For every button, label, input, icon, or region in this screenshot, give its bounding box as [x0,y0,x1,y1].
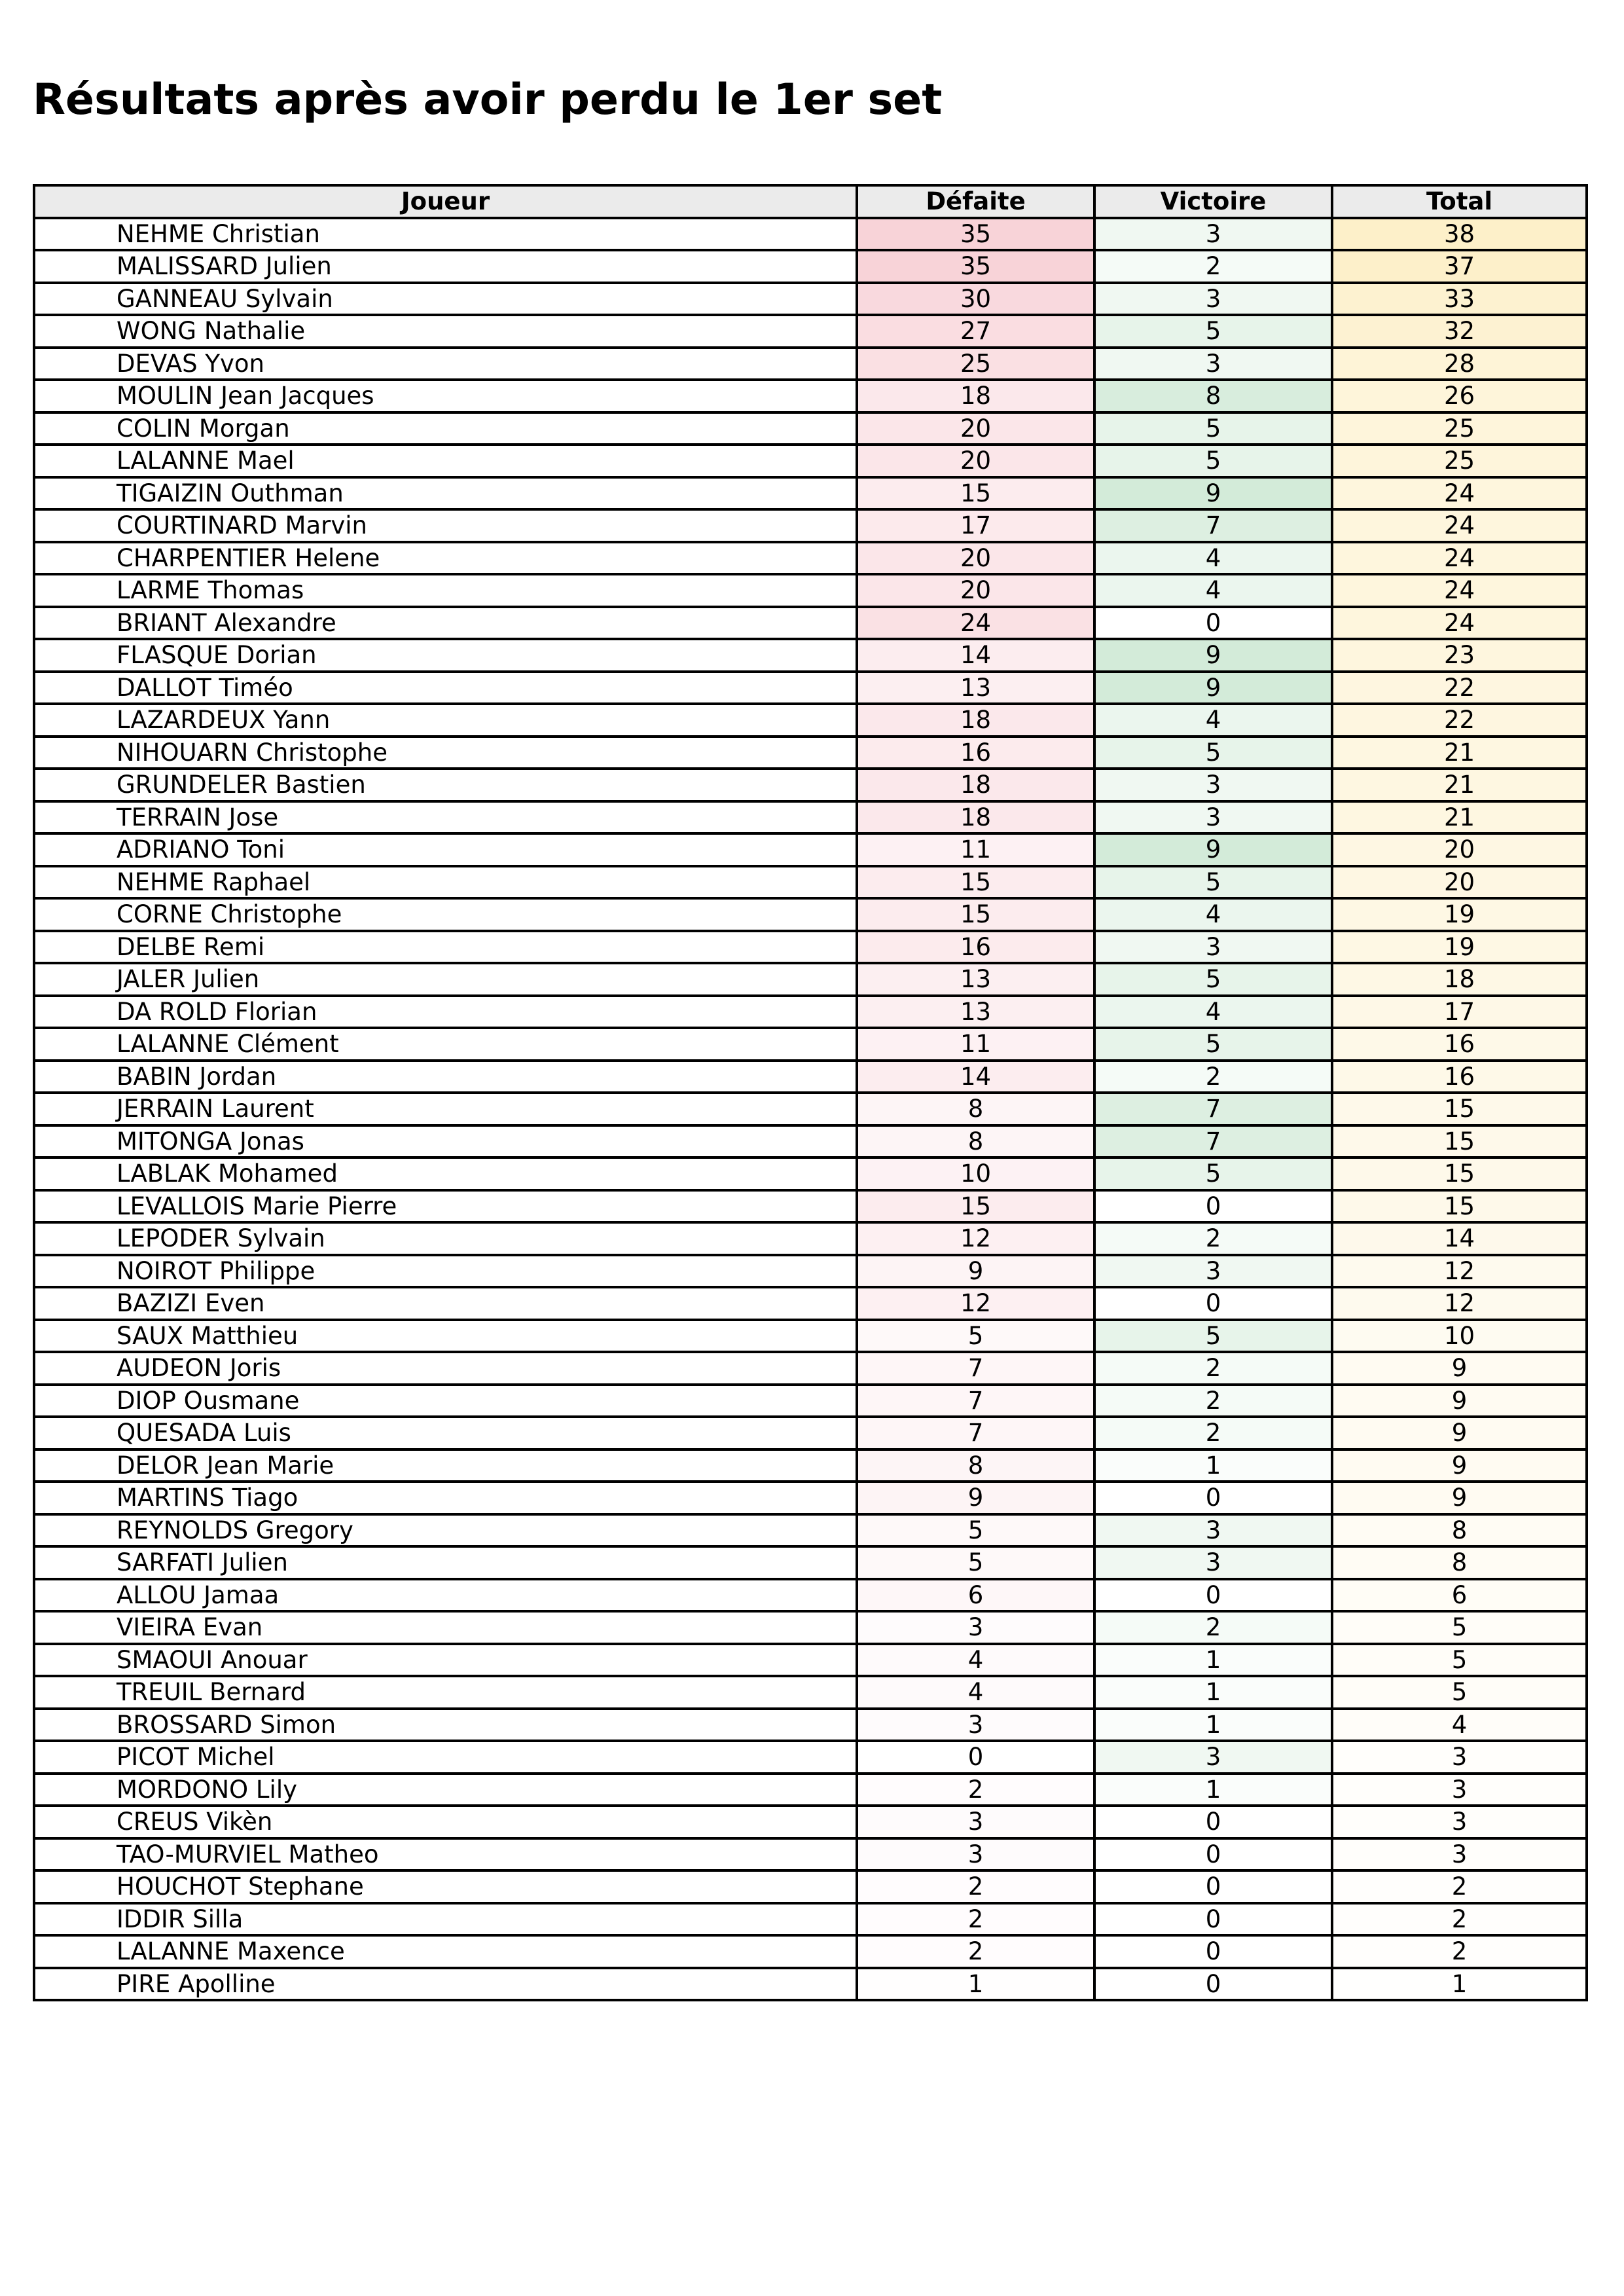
total-cell: 12 [1332,1287,1587,1320]
total-cell: 24 [1332,477,1587,510]
defaite-cell: 16 [857,737,1094,769]
total-cell: 8 [1332,1514,1587,1547]
victoire-cell: 1 [1094,1709,1332,1741]
victoire-cell: 5 [1094,1028,1332,1061]
defaite-cell: 4 [857,1676,1094,1709]
table-row [34,1255,1587,1288]
total-cell: 9 [1332,1352,1587,1385]
defaite-cell: 8 [857,1125,1094,1158]
table-row [34,801,1587,834]
victoire-cell: 3 [1094,218,1332,251]
player-cell: BABIN Jordan [34,1061,857,1093]
player-cell: JERRAIN Laurent [34,1093,857,1125]
total-cell: 1 [1332,1968,1587,2001]
header-joueur: Joueur [34,185,857,218]
total-cell: 15 [1332,1093,1587,1125]
table-row [34,1449,1587,1482]
total-cell: 20 [1332,866,1587,899]
player-cell: SARFATI Julien [34,1546,857,1579]
defaite-cell: 5 [857,1514,1094,1547]
defaite-cell: 9 [857,1255,1094,1288]
victoire-cell: 3 [1094,1741,1332,1774]
defaite-cell: 3 [857,1806,1094,1838]
defaite-cell: 16 [857,931,1094,964]
total-cell: 26 [1332,380,1587,412]
victoire-cell: 0 [1094,1838,1332,1871]
total-cell: 21 [1332,801,1587,834]
player-cell: DELBE Remi [34,931,857,964]
total-cell: 17 [1332,996,1587,1029]
table-row [34,1546,1587,1579]
player-cell: CREUS Vikèn [34,1806,857,1838]
defaite-cell: 13 [857,672,1094,704]
total-cell: 12 [1332,1255,1587,1288]
defaite-cell: 11 [857,1028,1094,1061]
total-cell: 3 [1332,1838,1587,1871]
player-cell: NEHME Raphael [34,866,857,899]
total-cell: 24 [1332,607,1587,640]
defaite-cell: 2 [857,1774,1094,1806]
table-row [34,672,1587,704]
victoire-cell: 0 [1094,1287,1332,1320]
total-cell: 25 [1332,412,1587,445]
victoire-cell: 5 [1094,445,1332,477]
table-row [34,1935,1587,1968]
victoire-cell: 5 [1094,963,1332,996]
total-cell: 9 [1332,1449,1587,1482]
victoire-cell: 3 [1094,1514,1332,1547]
table-row [34,1903,1587,1936]
player-cell: TREUIL Bernard [34,1676,857,1709]
table-row [34,509,1587,542]
victoire-cell: 5 [1094,315,1332,348]
defaite-cell: 13 [857,963,1094,996]
total-cell: 20 [1332,833,1587,866]
table-row [34,639,1587,672]
victoire-cell: 3 [1094,769,1332,801]
total-cell: 16 [1332,1061,1587,1093]
victoire-cell: 0 [1094,607,1332,640]
player-cell: DIOP Ousmane [34,1385,857,1417]
table-body [34,218,1587,2001]
player-cell: TIGAIZIN Outhman [34,477,857,510]
defaite-cell: 5 [857,1320,1094,1353]
player-cell: REYNOLDS Gregory [34,1514,857,1547]
total-cell: 9 [1332,1482,1587,1514]
defaite-cell: 12 [857,1222,1094,1255]
victoire-cell: 2 [1094,1061,1332,1093]
total-cell: 2 [1332,1870,1587,1903]
player-cell: JALER Julien [34,963,857,996]
player-cell: PICOT Michel [34,1741,857,1774]
victoire-cell: 2 [1094,1611,1332,1644]
victoire-cell: 9 [1094,833,1332,866]
victoire-cell: 2 [1094,250,1332,283]
player-cell: BRIANT Alexandre [34,607,857,640]
defaite-cell: 8 [857,1093,1094,1125]
results-table [33,184,1588,2001]
victoire-cell: 3 [1094,801,1332,834]
table-row [34,1579,1587,1612]
total-cell: 21 [1332,769,1587,801]
total-cell: 19 [1332,931,1587,964]
victoire-cell: 7 [1094,1093,1332,1125]
defaite-cell: 20 [857,542,1094,575]
player-cell: QUESADA Luis [34,1417,857,1449]
victoire-cell: 0 [1094,1806,1332,1838]
table-row [34,315,1587,348]
total-cell: 19 [1332,898,1587,931]
player-cell: WONG Nathalie [34,315,857,348]
table-row [34,996,1587,1029]
player-cell: LEVALLOIS Marie Pierre [34,1190,857,1223]
table-row [34,348,1587,380]
total-cell: 3 [1332,1774,1587,1806]
total-cell: 6 [1332,1579,1587,1612]
total-cell: 2 [1332,1903,1587,1936]
player-cell: CORNE Christophe [34,898,857,931]
header-victoire: Victoire [1094,185,1332,218]
player-cell: ALLOU Jamaa [34,1579,857,1612]
defaite-cell: 8 [857,1449,1094,1482]
player-cell: MARTINS Tiago [34,1482,857,1514]
total-cell: 38 [1332,218,1587,251]
defaite-cell: 2 [857,1870,1094,1903]
defaite-cell: 15 [857,1190,1094,1223]
victoire-cell: 1 [1094,1449,1332,1482]
table-row [34,931,1587,964]
total-cell: 21 [1332,737,1587,769]
table-row [34,1222,1587,1255]
total-cell: 28 [1332,348,1587,380]
victoire-cell: 2 [1094,1385,1332,1417]
defaite-cell: 7 [857,1352,1094,1385]
table-row [34,1352,1587,1385]
player-cell: LALANNE Mael [34,445,857,477]
total-cell: 14 [1332,1222,1587,1255]
victoire-cell: 5 [1094,412,1332,445]
victoire-cell: 3 [1094,283,1332,316]
victoire-cell: 3 [1094,348,1332,380]
player-cell: DALLOT Timéo [34,672,857,704]
defaite-cell: 12 [857,1287,1094,1320]
defaite-cell: 17 [857,509,1094,542]
defaite-cell: 2 [857,1935,1094,1968]
defaite-cell: 15 [857,866,1094,899]
table-row [34,1870,1587,1903]
defaite-cell: 20 [857,574,1094,607]
player-cell: LALANNE Clément [34,1028,857,1061]
table-row [34,574,1587,607]
victoire-cell: 4 [1094,996,1332,1029]
defaite-cell: 18 [857,801,1094,834]
victoire-cell: 2 [1094,1352,1332,1385]
player-cell: NIHOUARN Christophe [34,737,857,769]
table-row [34,1125,1587,1158]
table-row [34,1157,1587,1190]
victoire-cell: 2 [1094,1222,1332,1255]
player-cell: HOUCHOT Stephane [34,1870,857,1903]
victoire-cell: 4 [1094,574,1332,607]
victoire-cell: 5 [1094,1157,1332,1190]
player-cell: MITONGA Jonas [34,1125,857,1158]
defaite-cell: 1 [857,1968,1094,2001]
victoire-cell: 3 [1094,1546,1332,1579]
defaite-cell: 4 [857,1644,1094,1677]
header-row [34,185,1587,218]
defaite-cell: 35 [857,218,1094,251]
table-row [34,1061,1587,1093]
victoire-cell: 5 [1094,1320,1332,1353]
defaite-cell: 5 [857,1546,1094,1579]
defaite-cell: 15 [857,477,1094,510]
victoire-cell: 9 [1094,639,1332,672]
player-cell: IDDIR Silla [34,1903,857,1936]
player-cell: LEPODER Sylvain [34,1222,857,1255]
total-cell: 16 [1332,1028,1587,1061]
player-cell: TAO-MURVIEL Matheo [34,1838,857,1871]
victoire-cell: 0 [1094,1190,1332,1223]
total-cell: 25 [1332,445,1587,477]
defaite-cell: 11 [857,833,1094,866]
table-row [34,412,1587,445]
defaite-cell: 18 [857,380,1094,412]
table-row [34,542,1587,575]
table-row [34,1741,1587,1774]
table-row [34,380,1587,412]
player-cell: LABLAK Mohamed [34,1157,857,1190]
defaite-cell: 18 [857,704,1094,737]
page-title: Résultats après avoir perdu le 1er set [33,75,943,124]
player-cell: LALANNE Maxence [34,1935,857,1968]
defaite-cell: 35 [857,250,1094,283]
player-cell: PIRE Apolline [34,1968,857,2001]
table-row [34,704,1587,737]
total-cell: 23 [1332,639,1587,672]
defaite-cell: 20 [857,412,1094,445]
player-cell: LARME Thomas [34,574,857,607]
table-row [34,769,1587,801]
victoire-cell: 4 [1094,542,1332,575]
total-cell: 22 [1332,704,1587,737]
total-cell: 22 [1332,672,1587,704]
player-cell: SMAOUI Anouar [34,1644,857,1677]
player-cell: DA ROLD Florian [34,996,857,1029]
total-cell: 24 [1332,574,1587,607]
defaite-cell: 3 [857,1838,1094,1871]
victoire-cell: 0 [1094,1935,1332,1968]
table-row [34,963,1587,996]
player-cell: SAUX Matthieu [34,1320,857,1353]
total-cell: 18 [1332,963,1587,996]
victoire-cell: 3 [1094,1255,1332,1288]
player-cell: CHARPENTIER Helene [34,542,857,575]
player-cell: NOIROT Philippe [34,1255,857,1288]
player-cell: MALISSARD Julien [34,250,857,283]
total-cell: 15 [1332,1190,1587,1223]
table-row [34,1093,1587,1125]
defaite-cell: 27 [857,315,1094,348]
player-cell: NEHME Christian [34,218,857,251]
defaite-cell: 3 [857,1611,1094,1644]
table-row [34,607,1587,640]
player-cell: COURTINARD Marvin [34,509,857,542]
total-cell: 5 [1332,1676,1587,1709]
defaite-cell: 25 [857,348,1094,380]
table-row [34,1320,1587,1353]
total-cell: 4 [1332,1709,1587,1741]
victoire-cell: 0 [1094,1968,1332,2001]
player-cell: COLIN Morgan [34,412,857,445]
table-row [34,1514,1587,1547]
total-cell: 5 [1332,1611,1587,1644]
table-row [34,477,1587,510]
defaite-cell: 6 [857,1579,1094,1612]
defaite-cell: 10 [857,1157,1094,1190]
player-cell: BAZIZI Even [34,1287,857,1320]
defaite-cell: 7 [857,1417,1094,1449]
total-cell: 8 [1332,1546,1587,1579]
defaite-cell: 14 [857,639,1094,672]
table-row [34,1806,1587,1838]
defaite-cell: 15 [857,898,1094,931]
total-cell: 3 [1332,1741,1587,1774]
player-cell: GRUNDELER Bastien [34,769,857,801]
total-cell: 5 [1332,1644,1587,1677]
player-cell: ADRIANO Toni [34,833,857,866]
total-cell: 15 [1332,1157,1587,1190]
total-cell: 10 [1332,1320,1587,1353]
total-cell: 9 [1332,1385,1587,1417]
defaite-cell: 7 [857,1385,1094,1417]
table-row [34,1417,1587,1449]
player-cell: GANNEAU Sylvain [34,283,857,316]
total-cell: 32 [1332,315,1587,348]
table-row [34,1385,1587,1417]
defaite-cell: 2 [857,1903,1094,1936]
total-cell: 24 [1332,509,1587,542]
defaite-cell: 0 [857,1741,1094,1774]
defaite-cell: 3 [857,1709,1094,1741]
total-cell: 9 [1332,1417,1587,1449]
victoire-cell: 8 [1094,380,1332,412]
victoire-cell: 3 [1094,931,1332,964]
victoire-cell: 5 [1094,737,1332,769]
victoire-cell: 0 [1094,1482,1332,1514]
player-cell: LAZARDEUX Yann [34,704,857,737]
table-row [34,1774,1587,1806]
table-row [34,866,1587,899]
player-cell: DELOR Jean Marie [34,1449,857,1482]
player-cell: BROSSARD Simon [34,1709,857,1741]
player-cell: DEVAS Yvon [34,348,857,380]
table-row [34,737,1587,769]
defaite-cell: 20 [857,445,1094,477]
victoire-cell: 0 [1094,1579,1332,1612]
table-row [34,1190,1587,1223]
player-cell: VIEIRA Evan [34,1611,857,1644]
victoire-cell: 2 [1094,1417,1332,1449]
player-cell: FLASQUE Dorian [34,639,857,672]
table-row [34,898,1587,931]
table-row [34,833,1587,866]
player-cell: MORDONO Lily [34,1774,857,1806]
victoire-cell: 7 [1094,509,1332,542]
table-row [34,218,1587,251]
defaite-cell: 14 [857,1061,1094,1093]
table-row [34,1611,1587,1644]
table-row [34,1838,1587,1871]
victoire-cell: 1 [1094,1774,1332,1806]
table-row [34,1028,1587,1061]
defaite-cell: 24 [857,607,1094,640]
table-header [34,185,1587,218]
table-row [34,1482,1587,1514]
player-cell: MOULIN Jean Jacques [34,380,857,412]
defaite-cell: 9 [857,1482,1094,1514]
victoire-cell: 1 [1094,1644,1332,1677]
victoire-cell: 0 [1094,1903,1332,1936]
total-cell: 33 [1332,283,1587,316]
total-cell: 3 [1332,1806,1587,1838]
victoire-cell: 1 [1094,1676,1332,1709]
total-cell: 2 [1332,1935,1587,1968]
defaite-cell: 13 [857,996,1094,1029]
player-cell: AUDEON Joris [34,1352,857,1385]
table-row [34,1644,1587,1677]
victoire-cell: 4 [1094,704,1332,737]
victoire-cell: 9 [1094,672,1332,704]
total-cell: 15 [1332,1125,1587,1158]
table-row [34,1709,1587,1741]
table-row [34,1287,1587,1320]
victoire-cell: 5 [1094,866,1332,899]
victoire-cell: 7 [1094,1125,1332,1158]
victoire-cell: 0 [1094,1870,1332,1903]
total-cell: 37 [1332,250,1587,283]
defaite-cell: 18 [857,769,1094,801]
defaite-cell: 30 [857,283,1094,316]
header-total: Total [1332,185,1587,218]
table-row [34,250,1587,283]
victoire-cell: 9 [1094,477,1332,510]
header-defaite: Défaite [857,185,1094,218]
victoire-cell: 4 [1094,898,1332,931]
table-row [34,1676,1587,1709]
table-row [34,283,1587,316]
player-cell: TERRAIN Jose [34,801,857,834]
table-row [34,1968,1587,2001]
total-cell: 24 [1332,542,1587,575]
table-row [34,445,1587,477]
